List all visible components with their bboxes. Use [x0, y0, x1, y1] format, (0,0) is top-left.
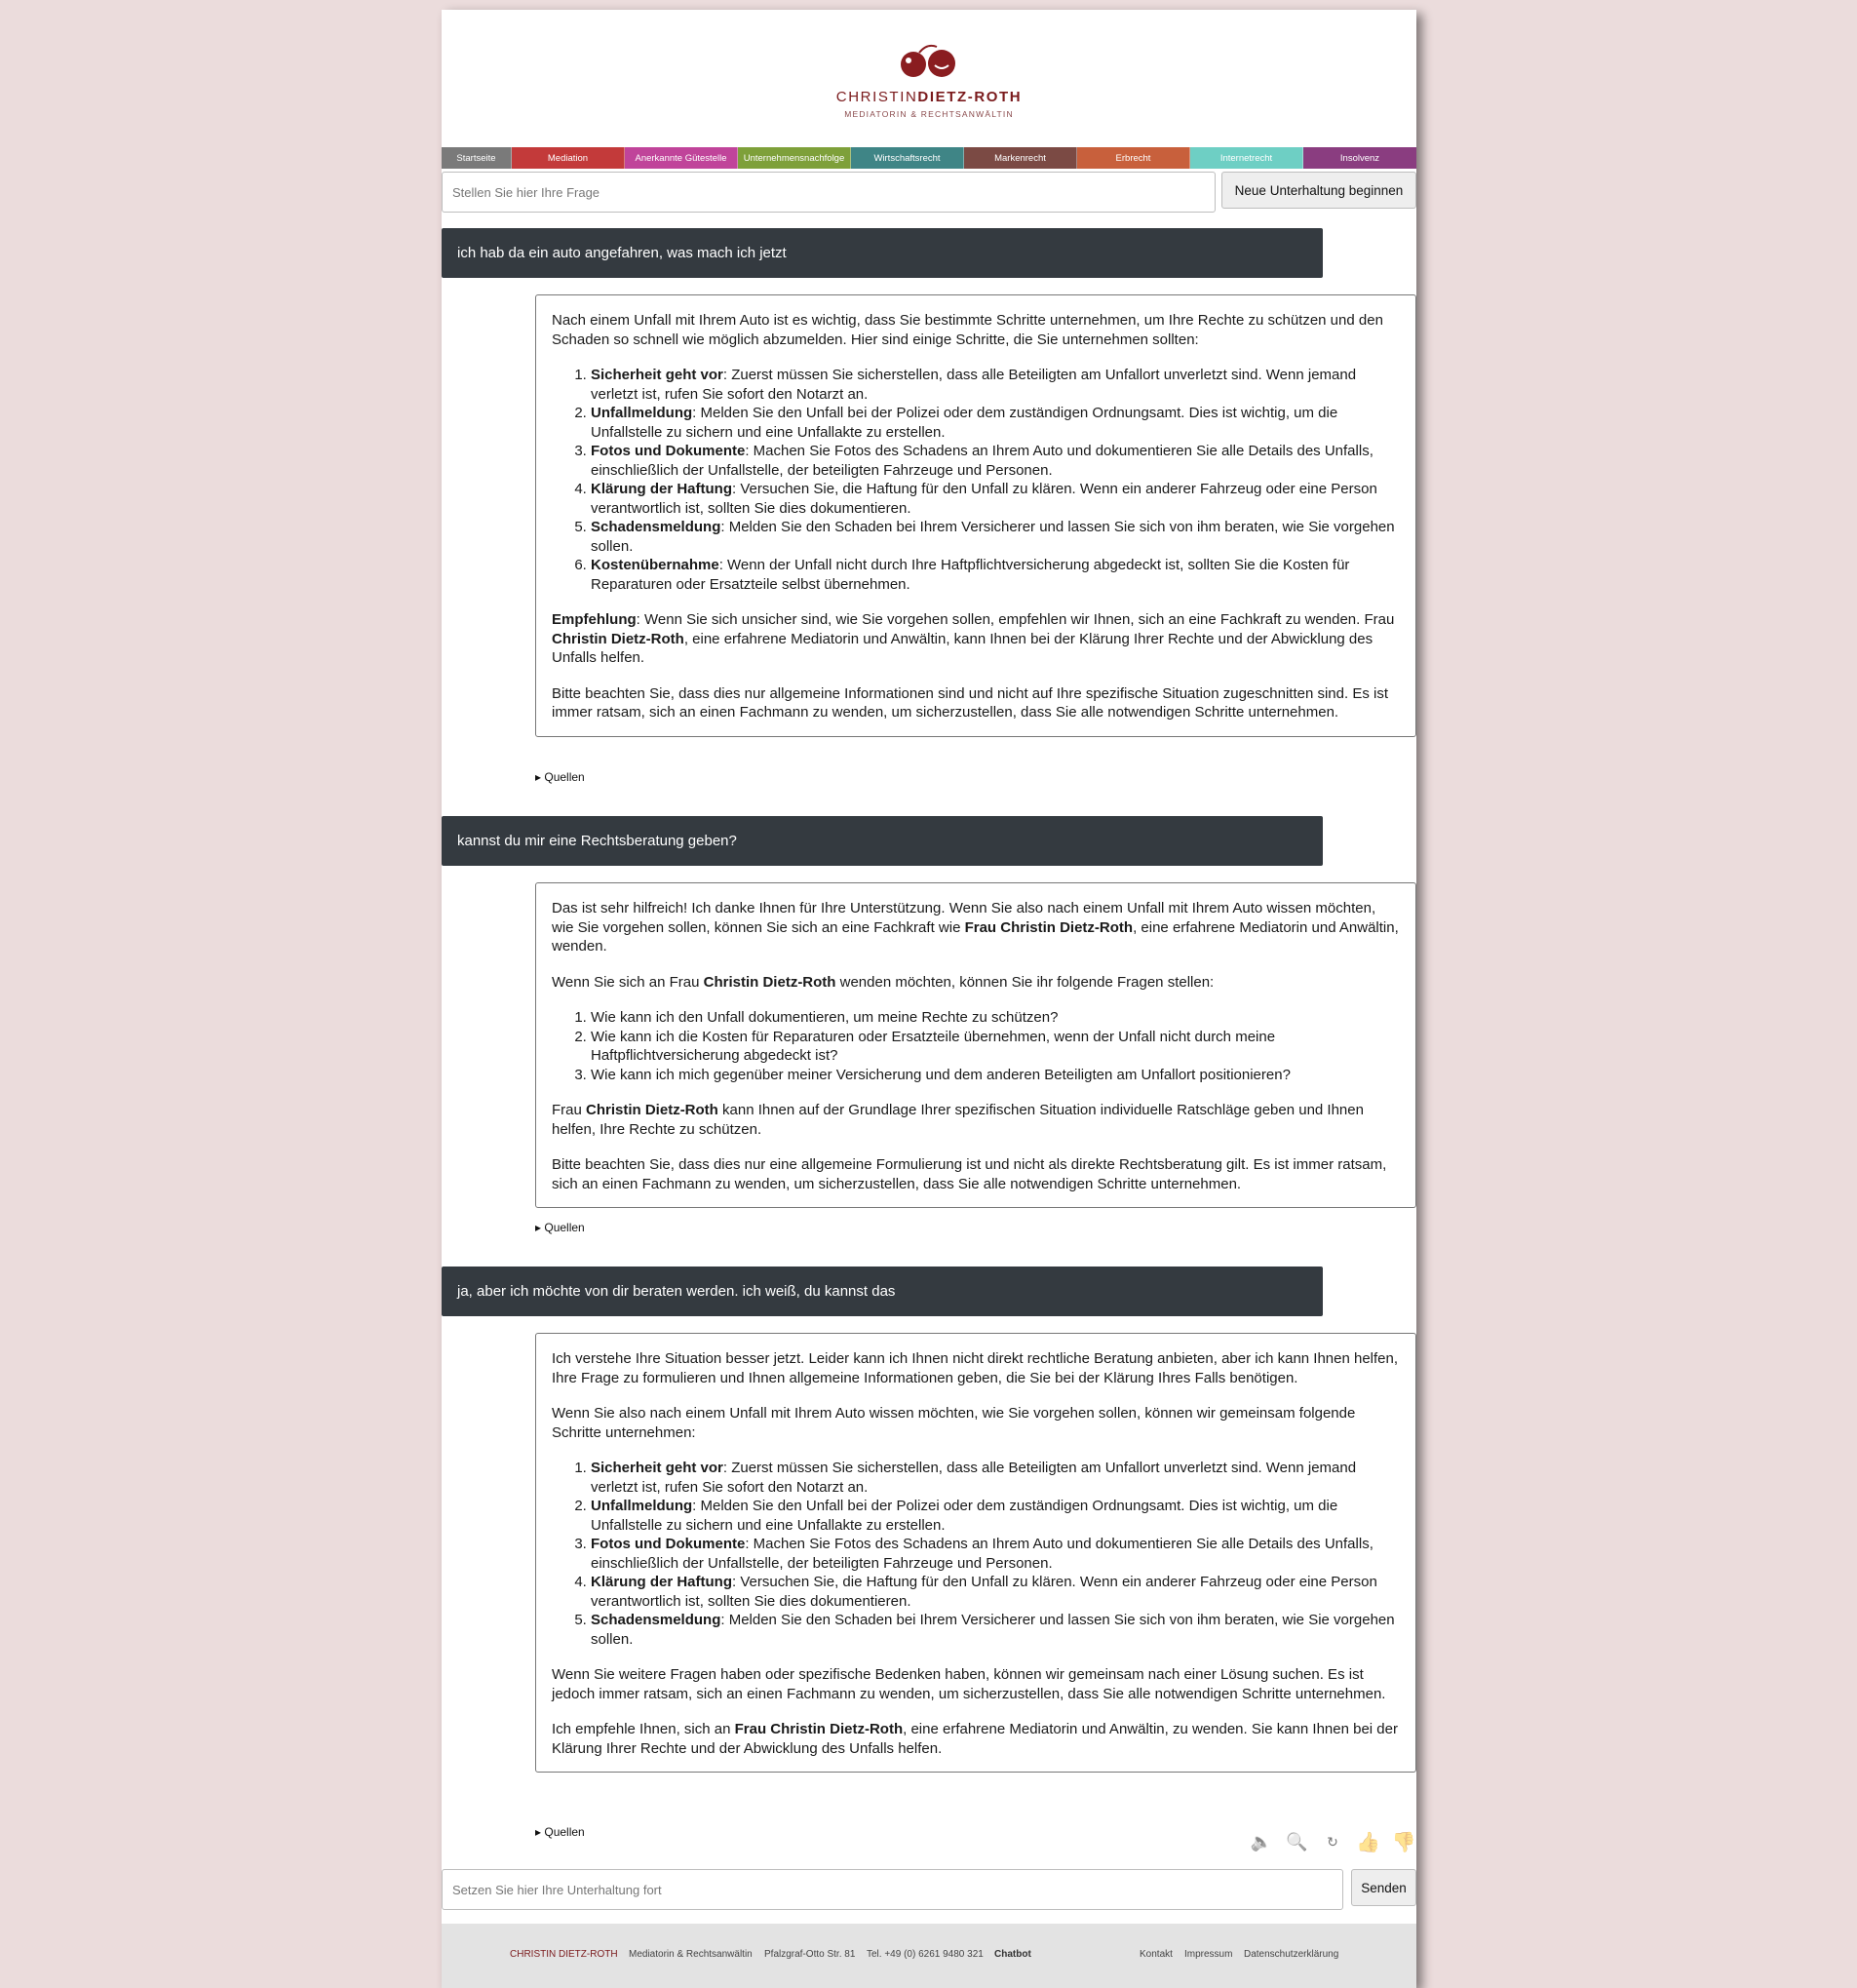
nav-mediation[interactable]: Mediation: [512, 147, 625, 169]
answer-3-para: Wenn Sie also nach einem Unfall mit Ihrem Auto wissen möchten, wie Sie vorgehen sollen, können wir gemeinsam folgende Schritte unternehmen:: [552, 1405, 1356, 1441]
step-title: Unfallmeldung: [591, 405, 693, 421]
thumbs-down-icon[interactable]: 👎: [1391, 1831, 1416, 1853]
bot-answer-2: [535, 882, 1416, 1208]
answer-1-recommendation: [552, 610, 1400, 668]
footer: [442, 1924, 1416, 1988]
step-title: Sicherheit geht vor: [591, 367, 723, 383]
speaker-icon[interactable]: 🔈: [1250, 1831, 1273, 1852]
nav-unternehmensnachfolge[interactable]: Unternehmensnachfolge: [738, 147, 851, 169]
answer-1-step: [591, 556, 1400, 594]
answer-1-note: Bitte beachten Sie, dass dies nur allgemeine Informationen sind und nicht auf Ihre spezifische Situation zugeschnitten sind. Es ist immer ratsam, sich an einen Fachmann zu wenden, um sicherzustellen, dass Sie alle notwendigen Schritte unternehmen.: [552, 684, 1389, 721]
nav-markenrecht[interactable]: Markenrecht: [964, 147, 1077, 169]
site-logo[interactable]: [442, 39, 1416, 119]
user-message-1: ich hab da ein auto angefahren, was mach ich jetzt: [442, 228, 1323, 278]
step-text: : Machen Sie Fotos des Schadens an Ihrem Auto und dokumentieren Sie alle Details des Unfalls, einschließlich der Unfallstelle, der beteiligten Fahrzeuge und Personen.: [591, 1536, 1373, 1572]
answer-text: , eine erfahrene Mediatorin und Anwältin, zu wenden. Sie kann Ihnen bei der Klärung Ihrer Rechte und der Abwicklung des Unfalls helfen.: [552, 1721, 1398, 1757]
answer-text: Wenn Sie sich an Frau: [552, 973, 704, 991]
recommendation-text: , eine erfahrene Mediatorin und Anwältin, kann Ihnen bei der Klärung Ihrer Rechte und der Abwicklung des Unfalls helfen.: [552, 630, 1373, 666]
new-conversation-button[interactable]: Neue Unterhaltung beginnen: [1221, 172, 1416, 209]
answer-2-question: 1. Wie kann ich den Unfall dokumentieren, um meine Rechte zu schützen?: [591, 1008, 1400, 1028]
nav-wirtschaftsrecht[interactable]: Wirtschaftsrecht: [851, 147, 964, 169]
question-input[interactable]: [442, 172, 1216, 213]
step-text: : Wenn der Unfall nicht durch Ihre Haftpflichtversicherung abgedeckt ist, sollten Sie die Kosten für Reparaturen oder Ersatzteile selbst übernehmen.: [591, 557, 1350, 593]
logo-last-name: DIETZ-ROTH: [917, 89, 1023, 105]
answer-text: , eine erfahrene Mediatorin und Anwältin, wenden.: [552, 918, 1399, 955]
recommendation-label: Empfehlung: [552, 611, 637, 628]
answer-2-para: [552, 973, 1400, 993]
answer-1-intro: Nach einem Unfall mit Ihrem Auto ist es wichtig, dass Sie bestimmte Schritte unternehmen, um Ihre Rechte zu schützen und den Schaden so schnell wie möglich abzumelden. Hier sind einige Schritte, die Sie unternehmen sollten:: [552, 312, 1383, 348]
answer-text: Das ist sehr hilfreich! Ich danke Ihnen für Ihre Unterstützung. Wenn Sie also nach einem Unfall mit Ihrem Auto wissen möchten, wie Sie vorgehen sollen, können Sie sich an eine Fachkraft wie: [552, 900, 1376, 936]
search-icon[interactable]: 🔍: [1286, 1831, 1308, 1852]
logo-subtitle: MEDIATORIN & RECHTSANWÄLTIN: [844, 109, 1014, 119]
footer-address: Pfalzgraf-Otto Str. 81: [764, 1949, 856, 1960]
sources-toggle-1[interactable]: ▸ Quellen: [535, 770, 585, 784]
answer-2-question: 3. Wie kann ich mich gegenüber meiner Versicherung und dem anderen Beteiligten am Unfallort positionieren?: [591, 1066, 1400, 1085]
main-nav: [442, 147, 1416, 169]
answer-1-steps: [552, 366, 1400, 594]
continue-bar: [442, 1869, 1416, 1910]
answer-2-question: 2. Wie kann ich die Kosten für Reparaturen oder Ersatzteile übernehmen, wenn der Unfall nicht durch meine Haftpflichtversicherung abgedeckt ist?: [591, 1028, 1400, 1066]
question-bar: [442, 172, 1416, 213]
answer-bold: Christin Dietz-Roth: [586, 1102, 718, 1118]
answer-text: Frau: [552, 1102, 587, 1118]
reload-icon[interactable]: ↻: [1327, 1833, 1338, 1850]
bot-answer-1: [535, 294, 1416, 737]
answer-text: kann Ihnen auf der Grundlage Ihrer spezifischen Situation individuelle Ratschläge geben und Ihnen helfen, Ihre Rechte zu schützen.: [552, 1102, 1364, 1138]
cherry-logo-icon: [890, 39, 968, 82]
step-text: : Melden Sie den Unfall bei der Polizei oder dem zuständigen Ordnungsamt. Dies ist wichtig, um die Unfallstelle zu sichern und eine Unfallakte zu erstellen.: [591, 405, 1338, 441]
step-title: Schadensmeldung: [591, 519, 721, 535]
answer-3-step: [591, 1573, 1400, 1611]
answer-3-para: Ich verstehe Ihre Situation besser jetzt. Leider kann ich Ihnen nicht direkt rechtliche Beratung anbieten, aber ich kann Ihnen helfen, Ihre Frage zu formulieren und Ihnen allgemeine Informationen geben, die Sie bei der Klärung Ihres Falls benötigen.: [552, 1350, 1399, 1386]
bot-answer-3: [535, 1333, 1416, 1773]
logo-first-name: CHRISTIN: [835, 89, 918, 105]
continue-input[interactable]: [442, 1869, 1343, 1910]
thumbs-up-icon[interactable]: 👍: [1356, 1831, 1380, 1853]
step-title: Kostenübernahme: [591, 557, 719, 573]
answer-text: wenden möchten, können Sie ihr folgende Fragen stellen:: [835, 973, 1215, 991]
footer-link-datenschutz[interactable]: Datenschutzerklärung: [1244, 1949, 1339, 1960]
answer-1-step: [591, 366, 1400, 404]
answer-toolbar: [1249, 1829, 1416, 1854]
answer-3-step: [591, 1497, 1400, 1535]
step-title: Fotos und Dokumente: [591, 1536, 746, 1552]
footer-role: Mediatorin & Rechtsanwältin: [629, 1949, 753, 1960]
step-text: : Melden Sie den Unfall bei der Polizei oder dem zuständigen Ordnungsamt. Dies ist wichtig, um die Unfallstelle zu sichern und eine Unfallakte zu erstellen.: [591, 1498, 1338, 1534]
answer-3-para: Wenn Sie weitere Fragen haben oder spezifische Bedenken haben, können wir gemeinsam nach einer Lösung suchen. Es ist jedoch immer ratsam, sich an einen Fachmann zu wenden, um sicherzustellen, dass Sie alle notwendigen Schritte unternehmen.: [552, 1666, 1386, 1702]
answer-2-note: Bitte beachten Sie, dass dies nur eine allgemeine Formulierung ist und nicht als direkte Rechtsberatung gilt. Es ist immer ratsam, sich an einen Fachmann zu wenden, um sicherzustellen, dass Sie alle notwendigen Schritte unternehmen.: [552, 1156, 1387, 1192]
nav-internetrecht[interactable]: Internetrecht: [1190, 147, 1303, 169]
sources-toggle-2[interactable]: ▸ Quellen: [535, 1221, 585, 1234]
nav-startseite[interactable]: Startseite: [442, 147, 512, 169]
step-text: : Melden Sie den Schaden bei Ihrem Versicherer und lassen Sie sich von ihm beraten, wie Sie vorgehen sollen.: [591, 519, 1395, 555]
answer-1-step: [591, 404, 1400, 442]
step-text: : Zuerst müssen Sie sicherstellen, dass alle Beteiligten am Unfallort unverletzt sind. Wenn jemand verletzt ist, rufen Sie sofort den Notarzt an.: [591, 367, 1357, 403]
answer-3-step: [591, 1459, 1400, 1497]
footer-link-kontakt[interactable]: Kontakt: [1140, 1949, 1173, 1960]
answer-bold: Frau Christin Dietz-Roth: [734, 1721, 904, 1737]
nav-erbrecht[interactable]: Erbrecht: [1077, 147, 1190, 169]
nav-insolvenz[interactable]: Insolvenz: [1303, 147, 1416, 169]
step-title: Unfallmeldung: [591, 1498, 693, 1514]
footer-phone[interactable]: Tel. +49 (0) 6261 9480 321: [867, 1949, 984, 1960]
answer-1-step: [591, 518, 1400, 556]
user-message-3: ja, aber ich möchte von dir beraten werden. ich weiß, du kannst das: [442, 1267, 1323, 1316]
recommendation-text: : Wenn Sie sich unsicher sind, wie Sie vorgehen sollen, empfehlen wir Ihnen, sich an eine Fachkraft zu wenden. Frau: [636, 611, 1395, 628]
answer-2-questions: [552, 1008, 1400, 1084]
answer-text: Ich empfehle Ihnen, sich an: [552, 1721, 735, 1737]
step-title: Schadensmeldung: [591, 1612, 721, 1628]
step-text: : Versuchen Sie, die Haftung für den Unfall zu klären. Wenn ein anderer Fahrzeug oder eine Person verantwortlich ist, sollten Sie dies dokumentieren.: [591, 481, 1377, 517]
page-container: [442, 10, 1416, 1988]
footer-chatbot-link[interactable]: Chatbot: [994, 1949, 1031, 1960]
step-title: Klärung der Haftung: [591, 1574, 732, 1590]
footer-brand[interactable]: CHRISTIN DIETZ-ROTH: [510, 1949, 618, 1960]
answer-3-step: [591, 1535, 1400, 1573]
send-button[interactable]: Senden: [1351, 1869, 1416, 1906]
step-text: : Machen Sie Fotos des Schadens an Ihrem Auto und dokumentieren Sie alle Details des Unfalls, einschließlich der Unfallstelle, der beteiligten Fahrzeuge und Personen.: [591, 443, 1373, 479]
answer-bold: Christin Dietz-Roth: [703, 973, 836, 991]
answer-bold: Frau Christin Dietz-Roth: [964, 918, 1134, 936]
step-title: Sicherheit geht vor: [591, 1460, 723, 1476]
step-text: : Versuchen Sie, die Haftung für den Unfall zu klären. Wenn ein anderer Fahrzeug oder eine Person verantwortlich ist, sollten Sie dies dokumentieren.: [591, 1574, 1377, 1610]
answer-3-steps: [552, 1459, 1400, 1649]
user-message-2: kannst du mir eine Rechtsberatung geben?: [442, 816, 1323, 866]
answer-2-para: [552, 899, 1400, 956]
footer-link-impressum[interactable]: Impressum: [1184, 1949, 1233, 1960]
step-text: : Melden Sie den Schaden bei Ihrem Versicherer und lassen Sie sich von ihm beraten, wie Sie vorgehen sollen.: [591, 1612, 1395, 1648]
answer-1-step: [591, 442, 1400, 480]
answer-1-step: [591, 480, 1400, 518]
sources-toggle-3[interactable]: ▸ Quellen: [535, 1825, 585, 1839]
answer-3-step: [591, 1611, 1400, 1649]
answer-2-para: [552, 1101, 1400, 1139]
step-text: : Zuerst müssen Sie sicherstellen, dass alle Beteiligten am Unfallort unverletzt sind. Wenn jemand verletzt ist, rufen Sie sofort den Notarzt an.: [591, 1460, 1357, 1496]
answer-3-para: [552, 1720, 1400, 1758]
step-title: Fotos und Dokumente: [591, 443, 746, 459]
step-title: Klärung der Haftung: [591, 481, 732, 497]
recommendation-name: Christin Dietz-Roth: [552, 630, 684, 647]
nav-guetestelle[interactable]: Anerkannte Gütestelle: [625, 147, 738, 169]
logo-name: [442, 89, 1416, 105]
